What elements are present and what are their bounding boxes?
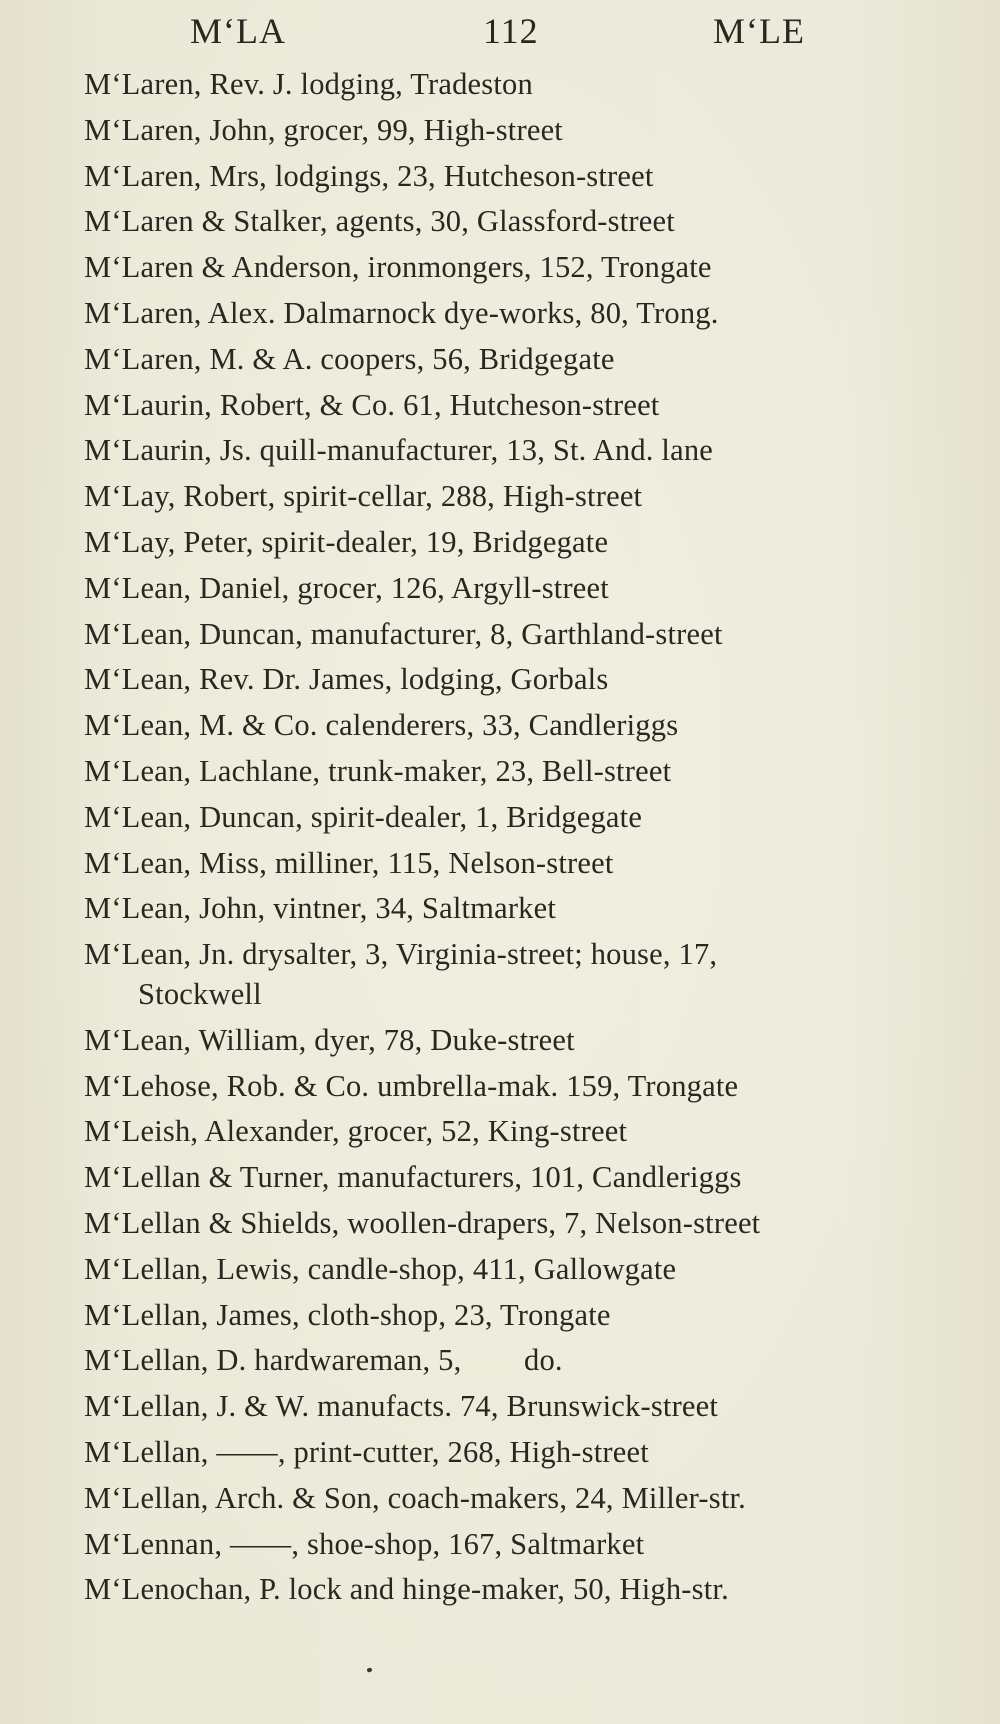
directory-entry: M‘Lean, Duncan, spirit-dealer, 1, Bridgegate [84,799,643,834]
directory-entry: M‘Lellan, Lewis, candle-shop, 411, Gallowgate [84,1251,677,1286]
directory-entry: M‘Lellan, D. hardwareman, 5, do. [84,1343,563,1378]
header-right-catchword: M‘LE [713,11,805,51]
directory-entry: M‘Laurin, Robert, & Co. 61, Hutcheson-street [84,387,660,422]
directory-entry: M‘Lellan, ——, print-cutter, 268, High-street [84,1434,649,1469]
directory-entry-multiline [84,932,964,1018]
directory-entry: M‘Laren & Anderson, ironmongers, 152, Trongate [84,250,712,285]
directory-entry: M‘Laren, Mrs, lodgings, 23, Hutcheson-street [84,158,654,193]
directory-entry: M‘Lean, Rev. Dr. James, lodging, Gorbals [84,662,609,697]
directory-entry: M‘Laren, John, grocer, 99, High-street [84,112,563,147]
directory-entry: M‘Lellan, James, cloth-shop, 23, Trongate [84,1297,611,1332]
directory-entry: M‘Laurin, Js. quill-manufacturer, 13, St. And. lane [84,433,714,468]
directory-entry: M‘Lean, Lachlane, trunk-maker, 23, Bell-street [84,753,672,788]
directory-entries [84,62,964,1613]
directory-entry: M‘Lean, Miss, milliner, 115, Nelson-street [84,845,614,880]
directory-entry: M‘Lean, Duncan, manufacturer, 8, Garthland-street [84,616,723,651]
directory-entry: M‘Lean, Daniel, grocer, 126, Argyll-street [84,570,609,605]
header-left-catchword: M‘LA [190,11,286,51]
directory-entry: M‘Lay, Peter, spirit-dealer, 19, Bridgegate [84,524,609,559]
directory-entry: M‘Laren, Alex. Dalmarnock dye-works, 80, Trong. [84,295,719,330]
directory-entry: M‘Lean, M. & Co. calenderers, 33, Candleriggs [84,708,679,743]
directory-entry: M‘Lehose, Rob. & Co. umbrella-mak. 159, Trongate [84,1068,739,1103]
directory-entry: M‘Laren, Rev. J. lodging, Tradeston [84,67,533,101]
directory-entry: M‘Lellan, J. & W. manufacts. 74, Brunswick-street [84,1389,719,1424]
directory-entry: M‘Leish, Alexander, grocer, 52, King-street [84,1114,628,1149]
directory-entry: M‘Lean, John, vintner, 34, Saltmarket [84,891,557,926]
directory-entry: M‘Laren, M. & A. coopers, 56, Bridgegate [84,341,615,376]
ink-speck [366,1667,372,1672]
directory-entry: M‘Lellan & Shields, woollen-drapers, 7, Nelson-street [84,1205,761,1240]
directory-entry: M‘Lenochan, P. lock and hinge-maker, 50, High-str. [84,1572,729,1607]
directory-entry: M‘Lay, Robert, spirit-cellar, 288, High-street [84,479,643,514]
directory-entry: M‘Laren & Stalker, agents, 30, Glassford-street [84,204,675,239]
directory-entry: M‘Lean, William, dyer, 78, Duke-street [84,1022,575,1057]
page-number: 112 [483,11,539,51]
entry-first-line: M‘Lean, Jn. drysalter, 3, Virginia-street; house, 17, [84,937,718,972]
directory-entry: M‘Lellan, Arch. & Son, coach-makers, 24, Miller-str. [84,1480,746,1515]
directory-entry: M‘Lennan, ——, shoe-shop, 167, Saltmarket [84,1526,645,1561]
entry-continuation-line: Stockwell [138,976,262,1011]
directory-entry: M‘Lellan & Turner, manufacturers, 101, Candleriggs [84,1160,742,1195]
running-head [0,10,1000,54]
